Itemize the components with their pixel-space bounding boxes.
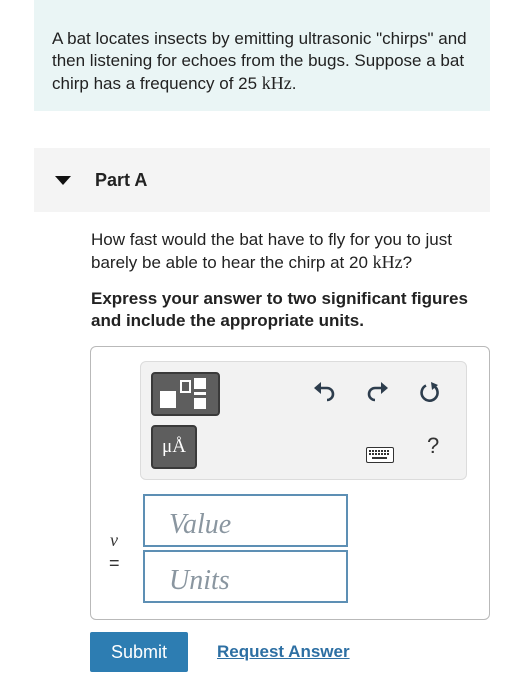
variable-label: v [110,530,118,550]
submit-button[interactable]: Submit [90,632,188,672]
redo-icon[interactable] [367,382,389,406]
answer-instruction: Express your answer to two significant figures and include the appropriate units. [91,289,468,330]
problem-text-end: . [291,74,297,93]
part-a-header[interactable] [34,148,490,212]
keyboard-icon[interactable] [366,447,394,463]
value-input[interactable] [143,494,348,547]
question-unit: kHz [372,252,403,272]
request-answer-link[interactable]: Request Answer [217,642,350,661]
units-icon: μÅ [162,436,186,457]
part-title: Part A [95,169,148,190]
problem-unit: kHz [261,73,292,93]
equals-sign: = [109,553,120,573]
reset-icon[interactable] [419,382,441,408]
math-toolbar [140,361,467,480]
help-icon[interactable]: ? [427,433,440,458]
units-input[interactable] [143,550,348,603]
question-end: ? [402,253,413,272]
question-body: How fast would the bat have to fly for you to just barely be able to hear the chirp at 20 [91,230,452,272]
templates-icon [151,372,220,416]
templates-button[interactable] [151,372,220,416]
problem-text: A bat locates insects by emitting ultrasonic "chirps" and then listening for echoes from the bugs. Suppose a bat chirp has a frequency of 25 [52,29,467,93]
problem-statement [34,0,490,111]
units-button[interactable] [151,425,197,469]
answer-box [90,346,490,620]
undo-icon[interactable] [313,382,335,406]
caret-down-icon[interactable] [55,176,71,185]
question-text [91,229,491,274]
